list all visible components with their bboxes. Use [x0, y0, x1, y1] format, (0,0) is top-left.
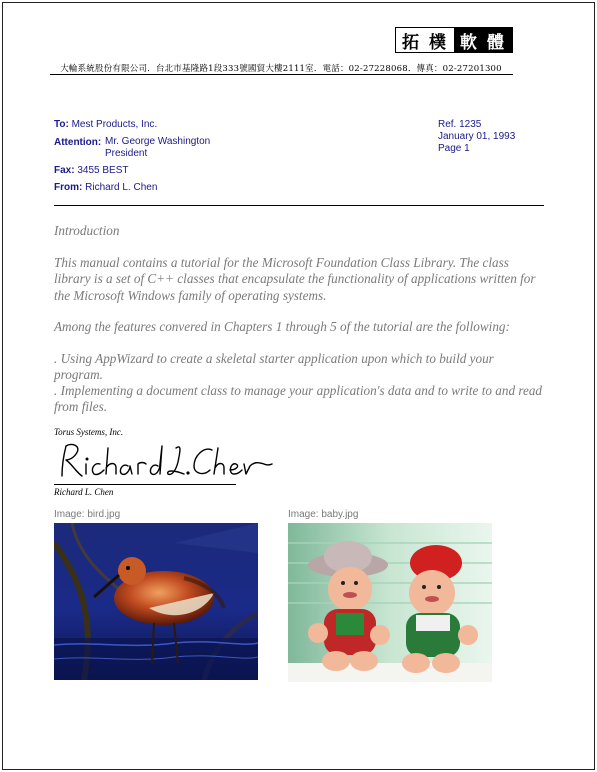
- intro-heading: Introduction: [54, 223, 120, 238]
- letter-date: January 01, 1993: [438, 131, 516, 142]
- signature-company: Torus Systems, Inc.: [54, 427, 124, 437]
- signature-line: [54, 484, 236, 485]
- to-value: Mest Products, Inc.: [71, 119, 158, 130]
- letterhead-divider: [50, 74, 513, 75]
- fax-value: 3455 BEST: [77, 165, 129, 176]
- logo-right-text: 軟 體: [454, 28, 512, 52]
- page-number: Page 1: [438, 143, 470, 154]
- bird-photo: [54, 523, 258, 680]
- company-address-line: 大輪系統股份有限公司．台北市基隆路1段333號國貿大樓2111室．電話：02-27228068．傳真：02-27201300: [60, 64, 502, 74]
- header-divider: [54, 205, 544, 206]
- from-field: [54, 182, 157, 194]
- bird-image-caption: Image: bird.jpg: [54, 509, 121, 520]
- fax-field: [54, 165, 129, 177]
- attention-value: [105, 136, 210, 160]
- ref-number: Ref. 1235: [438, 119, 482, 130]
- attention-label: Attention:: [54, 137, 102, 148]
- bullet-appwizard: . Using AppWizard to create a skeletal starter application upon which to build your program.: [54, 351, 494, 383]
- handwritten-signature: [54, 440, 274, 484]
- reference-block: [438, 119, 515, 155]
- to-field: [54, 119, 157, 131]
- fax-label: Fax:: [54, 165, 75, 176]
- from-value: Richard L. Chen: [85, 182, 158, 193]
- attention-title: President: [105, 148, 148, 159]
- logo-left-text: 拓 樸: [396, 28, 454, 52]
- to-label: To:: [54, 119, 69, 130]
- signer-name: Richard L. Chen: [54, 487, 114, 497]
- from-label: From:: [54, 182, 83, 193]
- baby-dolls-photo: [288, 523, 492, 682]
- features-paragraph: Among the features convered in Chapters 1 through 5 of the tutorial are the following:: [54, 319, 510, 334]
- bullet-document-class: . Implementing a document class to manage your application's data and to write to and read from files.: [54, 383, 543, 415]
- attention-label-field: [54, 137, 101, 149]
- intro-paragraph: This manual contains a tutorial for the Microsoft Foundation Class Library. The class library is a set of C++ classes that encapsulate the functionality of applications written for the Microsoft Windows family of operating systems.: [54, 255, 536, 303]
- attention-name: Mr. George Washington: [105, 136, 211, 147]
- baby-image-caption: Image: baby.jpg: [288, 509, 359, 520]
- company-logo: [395, 27, 513, 53]
